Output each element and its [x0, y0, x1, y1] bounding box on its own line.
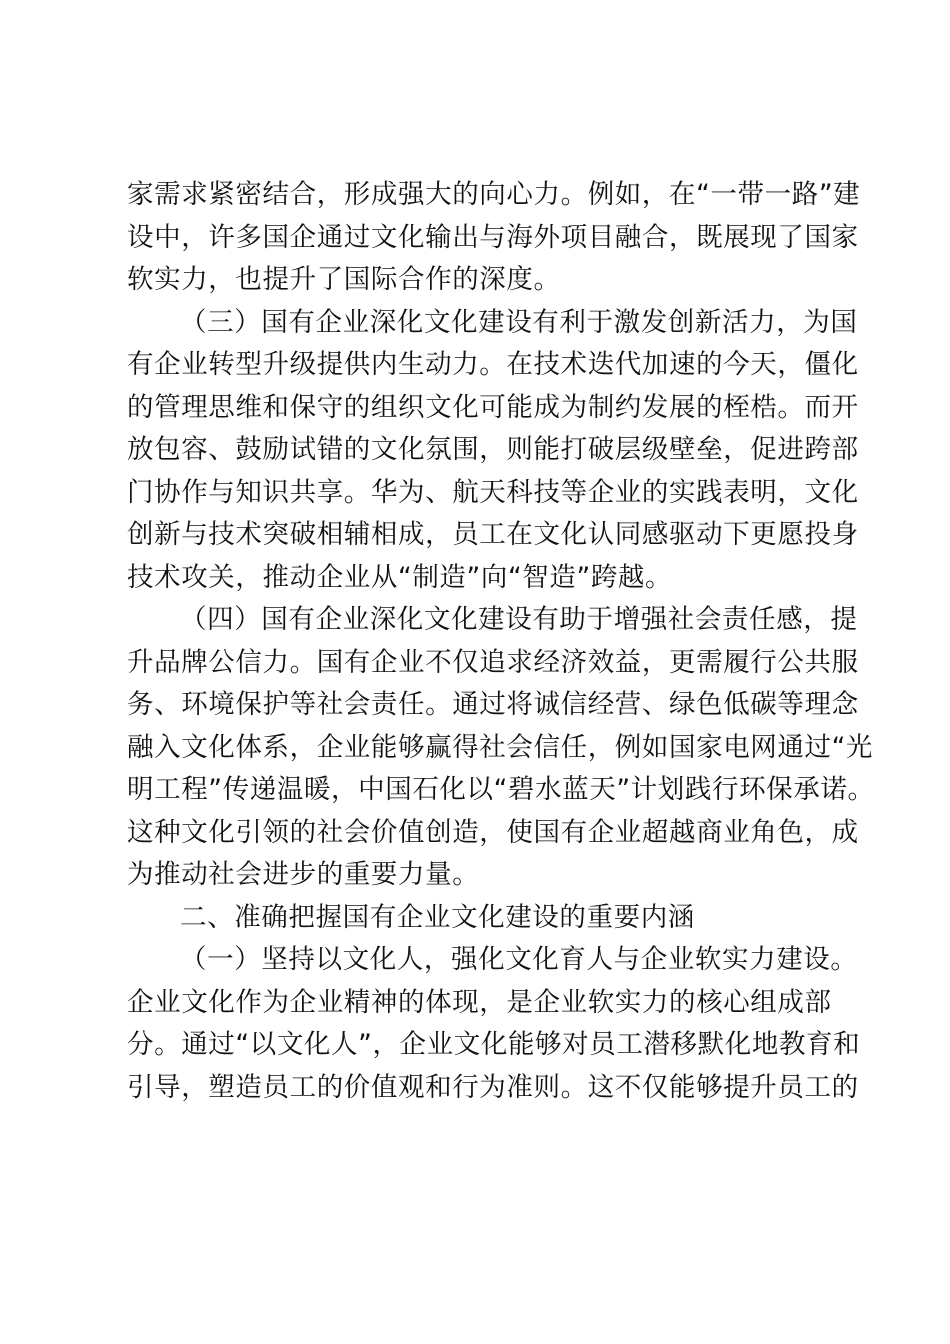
text-line: 为推动社会进步的重要力量。 — [127, 859, 480, 890]
text-line: 这种文化引领的社会价值创造，使国有企业超越商业角色，成 — [127, 816, 859, 848]
text-line: 的管理思维和保守的组织文化可能成为制约发展的桎梏。而开 — [127, 391, 859, 423]
text-line: 务、环境保护等社会责任。通过将诚信经营、绿色低碳等理念 — [127, 689, 859, 720]
text-line: 有企业转型升级提供内生动力。在技术迭代加速的今天，僵化 — [127, 349, 859, 380]
paragraph-heading-4: （四）国有企业深化文化建设有助于增强社会责任感，提 — [180, 604, 858, 635]
text-line: 升品牌公信力。国有企业不仅追求经济效益，更需履行公共服 — [127, 646, 859, 678]
text-line: 放包容、鼓励试错的文化氛围，则能打破层级壁垒，促进跨部 — [127, 434, 859, 465]
text-line: 融入文化体系，企业能够赢得社会信任，例如国家电网通过“光 — [127, 731, 874, 763]
text-line: 技术攻关，推动企业从“制造”向“智造”跨越。 — [127, 561, 673, 593]
paragraph-heading-3: （三）国有企业深化文化建设有利于激发创新活力，为国 — [180, 306, 858, 338]
section-heading: 二、准确把握国有企业文化建设的重要内涵 — [180, 901, 695, 933]
text-line: 明工程”传递温暖，中国石化以“碧水蓝天”计划践行环保承诺。 — [127, 774, 875, 805]
text-line: 家需求紧密结合，形成强大的向心力。例如，在“一带一路”建 — [127, 179, 861, 210]
text-line: 门协作与知识共享。华为、航天科技等企业的实践表明，文化 — [127, 476, 859, 508]
text-line: 分。通过“以文化人”，企业文化能够对员工潜移默化地教育和 — [127, 1029, 861, 1060]
body-text — [127, 174, 875, 1109]
text-line: 设中，许多国企通过文化输出与海外项目融合，既展现了国家 — [127, 221, 859, 253]
text-line: 软实力，也提升了国际合作的深度。 — [127, 264, 561, 295]
text-line: 企业文化作为企业精神的体现，是企业软实力的核心组成部 — [127, 986, 832, 1018]
paragraph-heading-1: （一）坚持以文化人，强化文化育人与企业软实力建设。 — [180, 944, 858, 975]
text-line: 引导，塑造员工的价值观和行为准则。这不仅能够提升员工的 — [127, 1071, 859, 1103]
text-line: 创新与技术突破相辅相成，员工在文化认同感驱动下更愿投身 — [127, 519, 859, 550]
